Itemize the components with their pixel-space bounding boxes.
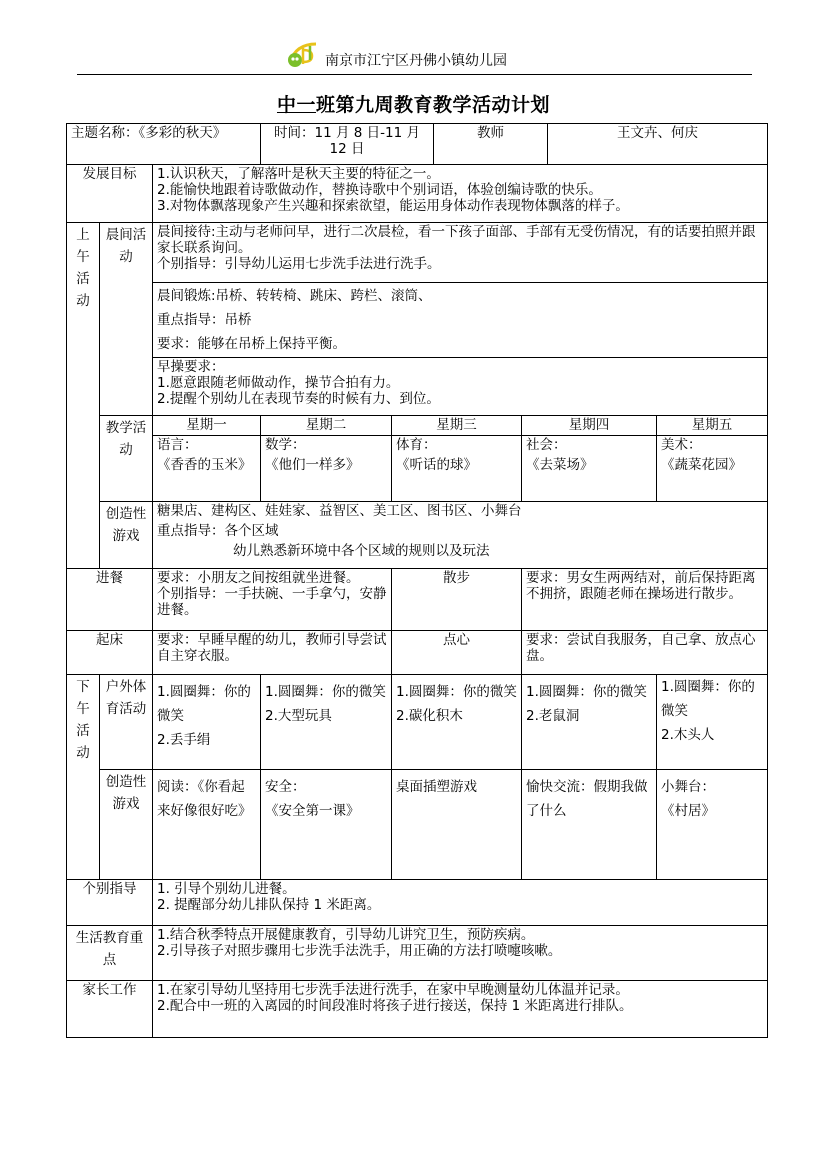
weekday-fri: 星期五 xyxy=(657,416,768,436)
meal-label: 进餐 xyxy=(67,569,153,631)
teaching-wed: 体育： 《听话的球》 xyxy=(392,436,522,502)
theme-cell: 主题名称：《多彩的秋天》 xyxy=(67,124,261,165)
header-divider xyxy=(77,74,752,75)
creative-game-label: 创造性游戏 xyxy=(100,502,153,569)
page-title xyxy=(0,90,827,117)
time-cell: 时间：11 月 8 日-11 月 12 日 xyxy=(261,124,434,165)
outdoor-fri: 1.圆圈舞：你的微笑 2.木头人 xyxy=(657,675,768,770)
school-logo-icon xyxy=(286,40,320,70)
teaching-thu: 社会： 《去菜场》 xyxy=(522,436,657,502)
teacher-names: 王文卉、何庆 xyxy=(548,124,768,165)
individual-guidance-cell: 1. 引导个别幼儿进餐。 2. 提醒部分幼儿排队保持 1 米距离。 xyxy=(153,880,768,926)
afternoon-creative-label: 创造性游戏 xyxy=(100,770,153,880)
weekday-wed: 星期三 xyxy=(392,416,522,436)
outdoor-tue: 1.圆圈舞：你的微笑 2.大型玩具 xyxy=(261,675,392,770)
afternoon-creative-wed: 桌面插塑游戏 xyxy=(392,770,522,880)
snack-cell: 要求：尝试自我服务，自己拿、放点心盘。 xyxy=(522,631,768,675)
snack-label: 点心 xyxy=(392,631,522,675)
goal-item: 2.能愉快地跟着诗歌做动作，替换诗歌中个别词语，体验创编诗歌的快乐。 xyxy=(157,182,602,198)
goal-item: 1.认识秋天，了解落叶是秋天主要的特征之一。 xyxy=(157,166,440,182)
morning-reception-cell: 晨间接待:主动与老师问早，进行二次晨检，看一下孩子面部、手部有无受伤情况，有的话要拍照并跟家长联系询问。 个别指导：引导幼儿运用七步洗手法进行洗手。 xyxy=(153,223,768,283)
wake-cell: 要求：早睡早醒的幼儿，教师引导尝试自主穿衣服。 xyxy=(153,631,392,675)
parent-work-cell: 1.在家引导幼儿坚持用七步洗手法进行洗手，在家中早晚测量幼儿体温并记录。 2.配合中一班的入离园的时间段准时将孩子进行接送，保持 1 米距离进行排队。 xyxy=(153,981,768,1038)
afternoon-creative-mon: 阅读：《你看起来好像很好吃》 xyxy=(153,770,261,880)
life-education-label: 生活教育重点 xyxy=(67,926,153,981)
outdoor-thu: 1.圆圈舞：你的微笑 2.老鼠洞 xyxy=(522,675,657,770)
weekly-plan-table xyxy=(66,123,768,1038)
morning-section-label: 上午活动 xyxy=(67,223,100,569)
morning-activity-label: 晨间活动 xyxy=(100,223,153,416)
goals-label: 发展目标 xyxy=(67,165,153,223)
teaching-mon: 语言： 《香香的玉米》 xyxy=(153,436,261,502)
outdoor-mon: 1.圆圈舞：你的微笑 2.丢手绢 xyxy=(153,675,261,770)
afternoon-creative-fri: 小舞台： 《村居》 xyxy=(657,770,768,880)
parent-work-label: 家长工作 xyxy=(67,981,153,1038)
school-name: 南京市江宁区丹佛小镇幼儿园 xyxy=(325,53,507,69)
weekday-thu: 星期四 xyxy=(522,416,657,436)
creative-game-cell: 糖果店、建构区、娃娃家、益智区、美工区、图书区、小舞台 重点指导：各个区域 幼儿熟悉新环境中各个区域的规则以及玩法 xyxy=(153,502,768,569)
walk-cell: 要求：男女生两两结对，前后保持距离不拥挤，跟随老师在操场进行散步。 xyxy=(522,569,768,631)
page-header xyxy=(0,0,827,80)
teaching-fri: 美术： 《蔬菜花园》 xyxy=(657,436,768,502)
outdoor-wed: 1.圆圈舞：你的微笑 2.碳化积木 xyxy=(392,675,522,770)
title-rest: 班第九周教育教学活动计划 xyxy=(316,94,551,116)
wake-label: 起床 xyxy=(67,631,153,675)
outdoor-activity-label: 户外体育活动 xyxy=(100,675,153,770)
morning-exercise-cell: 晨间锻炼:吊桥、转转椅、跳床、跨栏、滚筒、 重点指导：吊桥 要求：能够在吊桥上保持平衡。 xyxy=(153,283,768,358)
weekday-tue: 星期二 xyxy=(261,416,392,436)
afternoon-creative-tue: 安全： 《安全第一课》 xyxy=(261,770,392,880)
teaching-tue: 数学： 《他们一样多》 xyxy=(261,436,392,502)
teaching-activity-label: 教学活动 xyxy=(100,416,153,502)
life-education-cell: 1.结合秋季特点开展健康教育，引导幼儿讲究卫生，预防疾病。 2.引导孩子对照步骤用七步洗手法洗手，用正确的方法打喷嚏咳嗽。 xyxy=(153,926,768,981)
afternoon-section-label: 下午活动 xyxy=(67,675,100,880)
morning-drill-cell: 早操要求： 1.愿意跟随老师做动作，操节合拍有力。 2.提醒个别幼儿在表现节奏的时候有力、到位。 xyxy=(153,358,768,416)
weekday-mon: 星期一 xyxy=(153,416,261,436)
individual-guidance-label: 个别指导 xyxy=(67,880,153,926)
meal-cell: 要求：小朋友之间按组就坐进餐。 个别指导：一手扶碗、一手拿勺，安静进餐。 xyxy=(153,569,392,631)
title-class: 中一 xyxy=(276,94,316,116)
goals-cell xyxy=(153,165,768,223)
teacher-label: 教师 xyxy=(434,124,548,165)
afternoon-creative-thu: 愉快交流：假期我做了什么 xyxy=(522,770,657,880)
goal-item: 3.对物体飘落现象产生兴趣和探索欲望，能运用身体动作表现物体飘落的样子。 xyxy=(157,198,629,214)
walk-label: 散步 xyxy=(392,569,522,631)
